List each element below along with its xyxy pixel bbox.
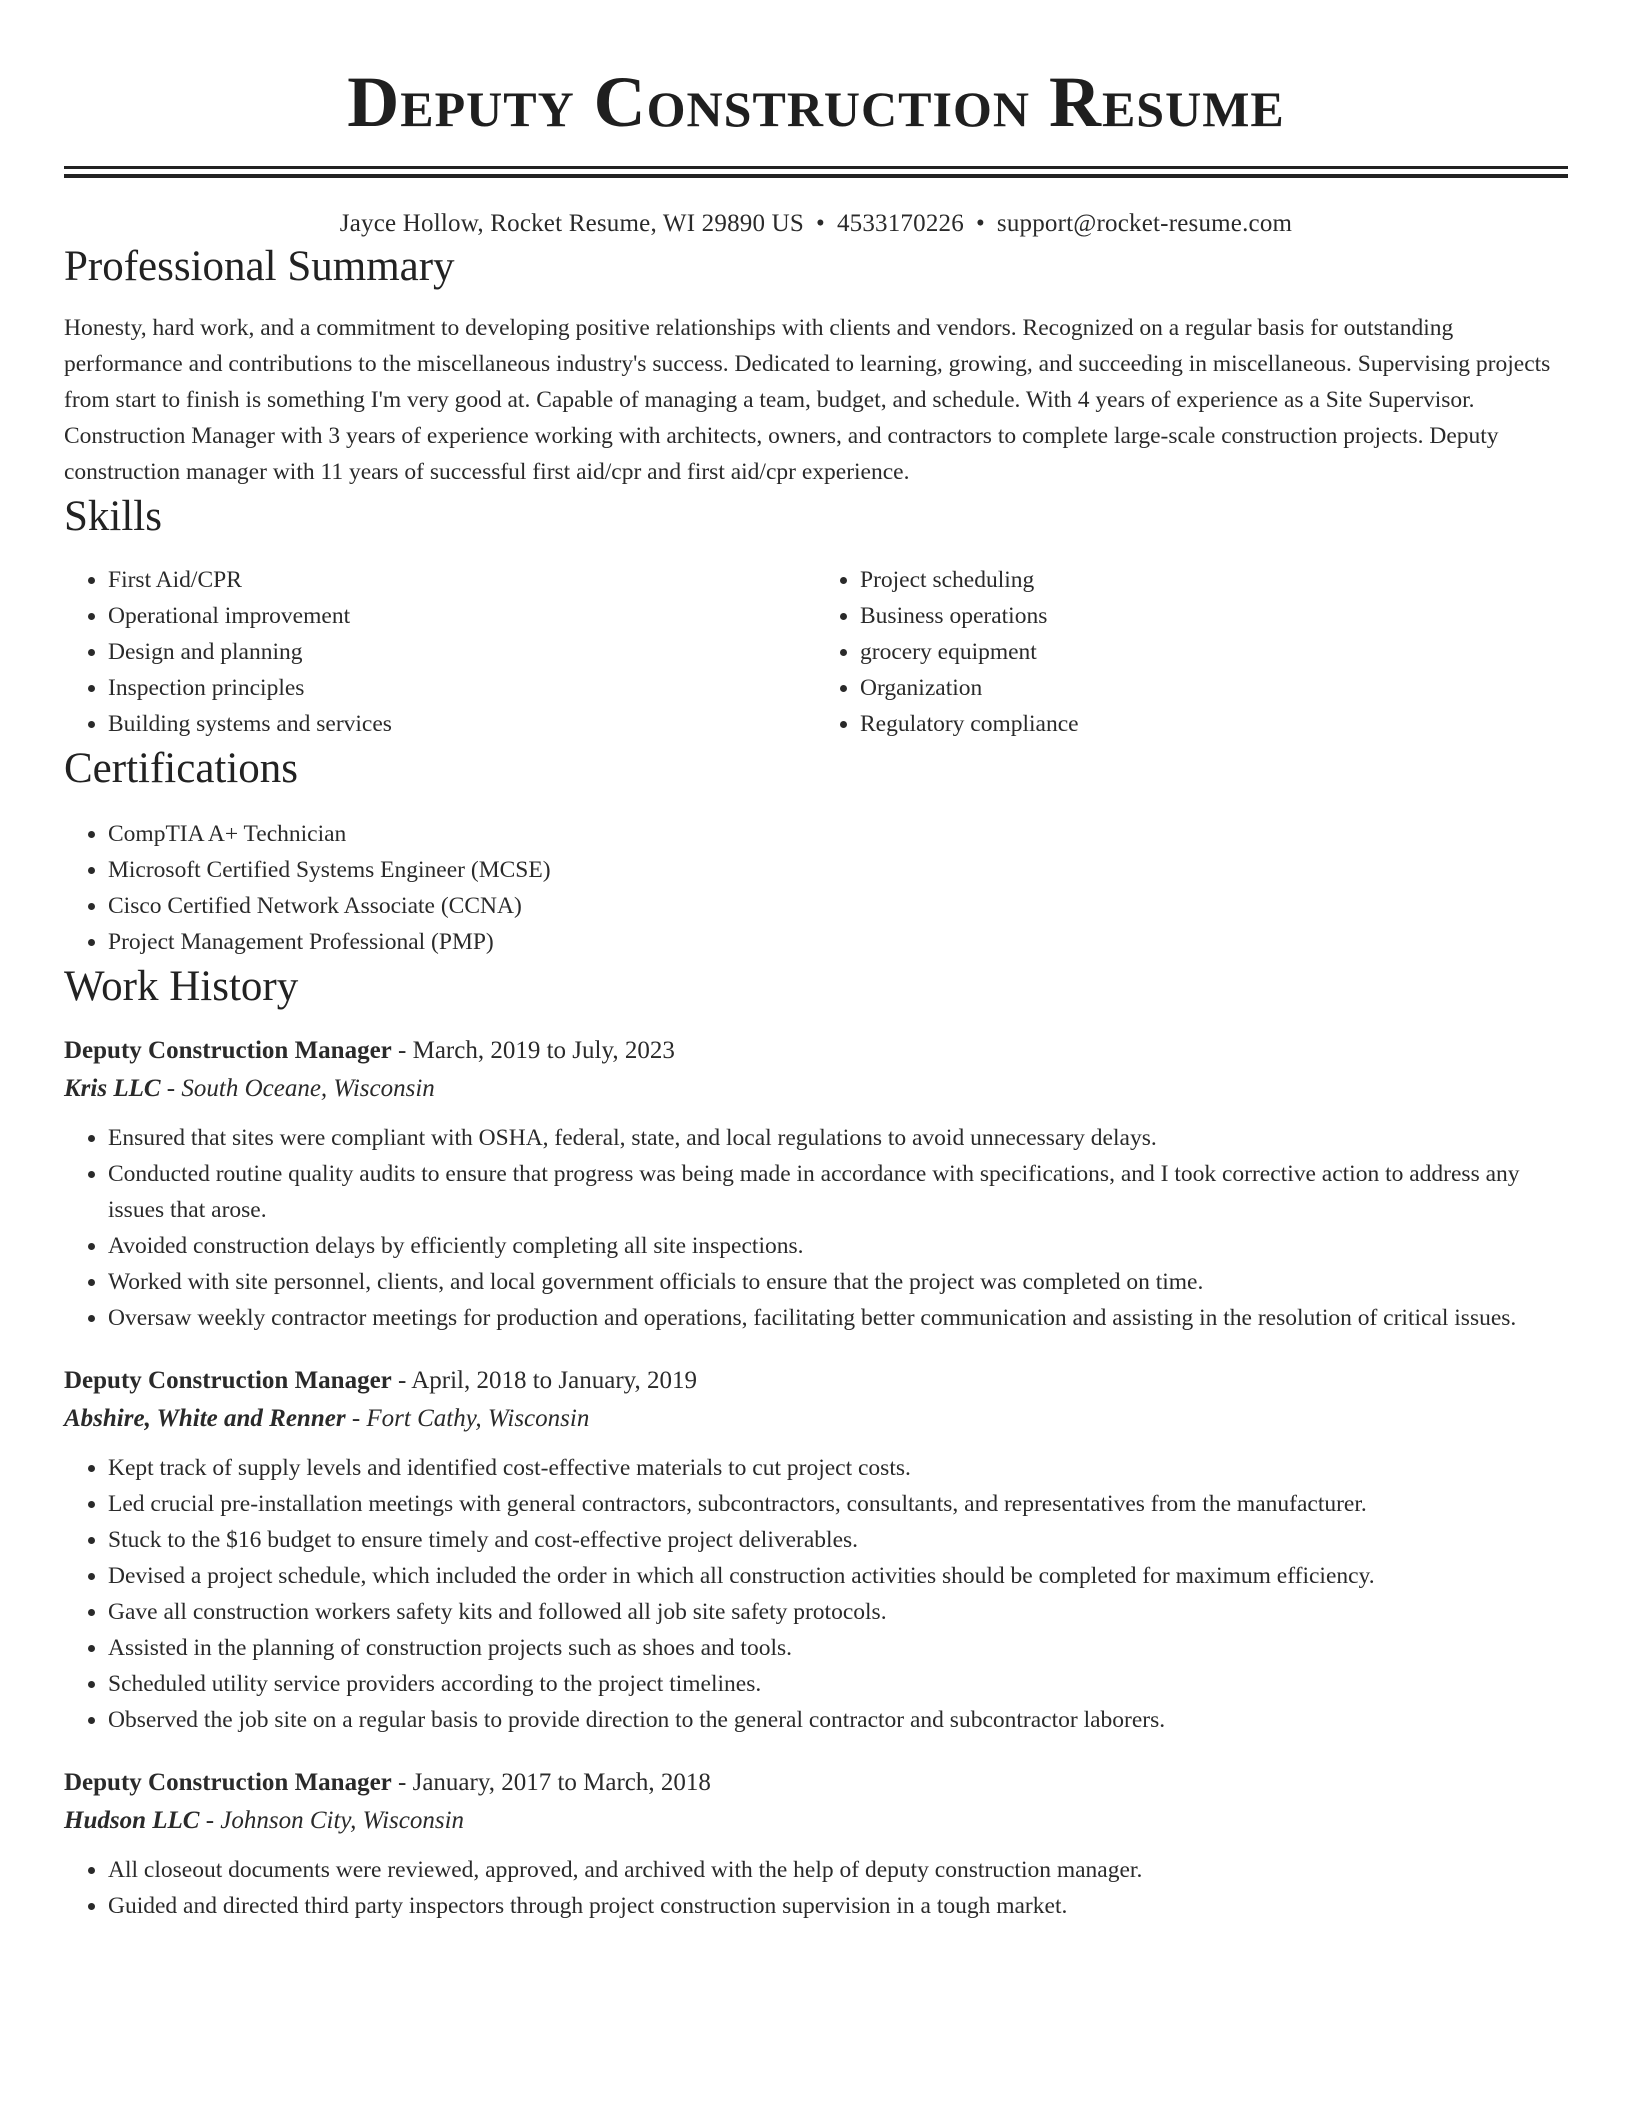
company-line: [64, 1802, 1568, 1840]
skills-heading: Skills: [64, 493, 162, 540]
company-name: Abshire, White and Renner: [64, 1405, 346, 1432]
skill-item: • Building systems and services: [108, 706, 816, 742]
contact-line: [64, 208, 1568, 240]
skill-item: • First Aid/CPR: [108, 562, 816, 598]
summary-heading: Professional Summary: [64, 243, 455, 290]
job-dates: - April, 2018 to January, 2019: [391, 1367, 698, 1394]
job-bullet: • Ensured that sites were compliant with OSHA, federal, state, and local regulations to avoid unnecessary delays.: [108, 1120, 1568, 1156]
title-divider: [64, 166, 1568, 178]
contact-separator: •: [975, 210, 985, 237]
company-line: [64, 1400, 1568, 1438]
skills-list-right: [816, 562, 1568, 742]
job-title: Deputy Construction Manager: [64, 1037, 392, 1064]
job-bullet: • Scheduled utility service providers according to the project timelines.: [108, 1666, 1568, 1702]
contact-email: support@rocket-resume.com: [996, 210, 1293, 237]
skill-item: • Inspection principles: [108, 670, 816, 706]
job-bullet: • Devised a project schedule, which included the order in which all construction activities should be completed for maximum efficiency.: [108, 1558, 1568, 1594]
job-bullet: • Observed the job site on a regular basis to provide direction to the general contractor and subcontractor laborers.: [108, 1702, 1568, 1738]
company-location: - South Oceane, Wisconsin: [160, 1075, 435, 1102]
skill-item: • Design and planning: [108, 634, 816, 670]
contact-address: Jayce Hollow, Rocket Resume, WI 29890 US: [339, 210, 804, 237]
skill-item: • Project scheduling: [860, 562, 1568, 598]
certification-item: • CompTIA A+ Technician: [108, 816, 1568, 852]
job-title: Deputy Construction Manager: [64, 1367, 392, 1394]
certifications-heading: Certifications: [64, 745, 299, 792]
job-bullet: • Conducted routine quality audits to ensure that progress was being made in accordance with specifications, and I took corrective action to address any issues that arose.: [108, 1156, 1568, 1228]
job-bullet: • Worked with site personnel, clients, and local government officials to ensure that the project was completed on time.: [108, 1264, 1568, 1300]
skill-item: • Business operations: [860, 598, 1568, 634]
company-line: [64, 1070, 1568, 1108]
company-name: Kris LLC: [64, 1075, 161, 1102]
job-bullet: • Guided and directed third party inspectors through project construction supervision in a tough market.: [108, 1888, 1568, 1924]
company-location: - Johnson City, Wisconsin: [199, 1807, 465, 1834]
contact-separator: •: [815, 210, 825, 237]
job-bullet: • Oversaw weekly contractor meetings for production and operations, facilitating better communication and assisting in the resolution of critical issues.: [108, 1300, 1568, 1336]
job-bullet: • Assisted in the planning of construction projects such as shoes and tools.: [108, 1630, 1568, 1666]
company-name: Hudson LLC: [64, 1807, 200, 1834]
certification-item: • Project Management Professional (PMP): [108, 924, 1568, 960]
job-bullet: • Avoided construction delays by efficiently completing all site inspections.: [108, 1228, 1568, 1264]
job-bullets: [64, 1120, 1568, 1336]
skill-item: • grocery equipment: [860, 634, 1568, 670]
company-location: - Fort Cathy, Wisconsin: [345, 1405, 590, 1432]
skills-list-left: [64, 562, 816, 742]
skill-item: • Organization: [860, 670, 1568, 706]
job-bullets: [64, 1450, 1568, 1738]
job-dates: - March, 2019 to July, 2023: [391, 1037, 675, 1064]
certification-item: • Microsoft Certified Systems Engineer (MCSE): [108, 852, 1568, 888]
skills-columns: [64, 562, 1568, 742]
contact-phone: 4533170226: [836, 210, 964, 237]
job-entry: [64, 1764, 1568, 1924]
resume-page: [64, 0, 1568, 1924]
job-bullets: [64, 1852, 1568, 1924]
job-bullet: • Stuck to the $16 budget to ensure timely and cost-effective project deliverables.: [108, 1522, 1568, 1558]
job-entry: [64, 1032, 1568, 1336]
job-title-line: [64, 1362, 1568, 1400]
skill-item: • Operational improvement: [108, 598, 816, 634]
work-history-heading: Work History: [64, 963, 299, 1010]
certification-item: • Cisco Certified Network Associate (CCNA): [108, 888, 1568, 924]
job-entry: [64, 1362, 1568, 1738]
job-bullet: • Kept track of supply levels and identified cost-effective materials to cut project costs.: [108, 1450, 1568, 1486]
job-title-line: [64, 1764, 1568, 1802]
skill-item: • Regulatory compliance: [860, 706, 1568, 742]
resume-title: Deputy Construction Resume: [347, 62, 1285, 142]
summary-text: Honesty, hard work, and a commitment to developing positive relationships with clients and vendors. Recognized on a regular basis for outstanding performance and contributions to the miscellaneous industry's success. Dedicated to learning, growing, and succeeding in miscellaneous. Supervising projects from start to finish is something I'm very good at. Capable of managing a team, budget, and schedule. With 4 years of experience as a Site Supervisor. Construction Manager with 3 years of experience working with architects, owners, and contractors to complete large-scale construction projects. Deputy construction manager with 11 years of successful first aid/cpr and first aid/cpr experience.: [64, 315, 1551, 485]
job-bullet: • All closeout documents were reviewed, approved, and archived with the help of deputy construction manager.: [108, 1852, 1568, 1888]
certifications-list: [64, 816, 1568, 960]
job-title-line: [64, 1032, 1568, 1070]
job-bullet: • Led crucial pre-installation meetings with general contractors, subcontractors, consultants, and representatives from the manufacturer.: [108, 1486, 1568, 1522]
job-title: Deputy Construction Manager: [64, 1769, 392, 1796]
job-bullet: • Gave all construction workers safety kits and followed all job site safety protocols.: [108, 1594, 1568, 1630]
job-dates: - January, 2017 to March, 2018: [391, 1769, 711, 1796]
